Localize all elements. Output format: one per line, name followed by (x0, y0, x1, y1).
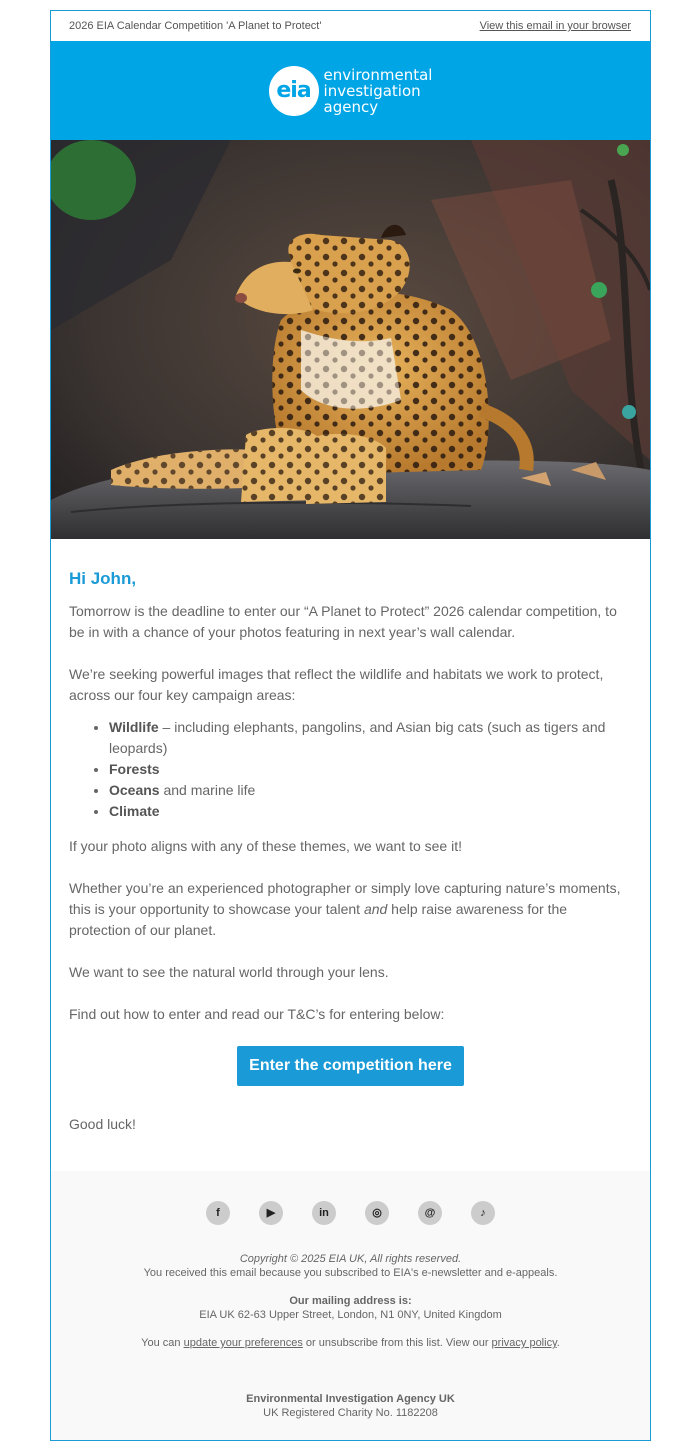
eia-logo-wordmark (324, 67, 433, 115)
list-item-text: – including elephants, pangolins, and Asian big cats (such as tigers and leopards) (109, 719, 606, 756)
email-subject: 2026 EIA Calendar Competition 'A Planet to Protect' (69, 20, 322, 32)
list-item (109, 759, 632, 780)
copyright: Copyright © 2025 EIA UK, All rights reserved. (239, 1253, 462, 1265)
tiktok-icon[interactable]: ♪ (471, 1201, 495, 1225)
email-body (51, 539, 650, 1135)
list-item-bold: Oceans (109, 782, 160, 798)
preferences-text-c: . (556, 1337, 560, 1349)
instagram-icon[interactable]: ◎ (365, 1201, 389, 1225)
email-footer (51, 1171, 650, 1440)
opportunity-text-a: Whether you’re an experienced photographer or simply love capturing nature’s moments, this is your opportunity to showcase your talent (69, 880, 621, 917)
signoff: Good luck! (69, 1116, 136, 1132)
list-item (109, 717, 632, 759)
social-links (51, 1201, 650, 1225)
subscription-reason: You received this email because you subscribed to EIA's e-newsletter and e-appeals. (143, 1267, 558, 1279)
opportunity-text-b: help raise awareness for the protection of our planet. (69, 901, 568, 938)
preferences-line (51, 1336, 650, 1350)
mailing-address-label: Our mailing address is: (289, 1295, 412, 1307)
campaign-areas-list (109, 717, 632, 822)
list-item-bold: Wildlife (109, 719, 159, 735)
list-item (109, 780, 632, 801)
paragraph-seeking: We’re seeking powerful images that reflect the wildlife and habitats we work to protect, across our four key campaign areas: (69, 666, 604, 703)
logo-line-3: agency (323, 97, 379, 116)
paragraph-deadline: Tomorrow is the deadline to enter our “A Planet to Protect” 2026 calendar competition, to be in with a chance of your photos featuring in next year’s wall calendar. (69, 603, 617, 640)
youtube-icon[interactable]: ▶ (259, 1201, 283, 1225)
logo-line-1: environmental (323, 65, 433, 84)
list-item (109, 801, 632, 822)
charity-number: UK Registered Charity No. 1182208 (263, 1407, 438, 1419)
list-item-bold: Forests (109, 761, 160, 777)
eia-logo-badge: eia (269, 66, 319, 116)
privacy-policy-link[interactable]: privacy policy (491, 1337, 557, 1349)
brand-header (51, 41, 650, 140)
greeting: Hi John, (69, 569, 137, 588)
opportunity-text-emphasis: and (363, 901, 388, 917)
paragraph-opportunity (69, 878, 632, 941)
update-preferences-link[interactable]: update your preferences (183, 1337, 303, 1349)
linkedin-icon[interactable]: in (312, 1201, 336, 1225)
preheader-bar (51, 11, 650, 41)
preferences-text-a: You can (141, 1337, 184, 1349)
list-item-text: and marine life (159, 782, 256, 798)
paragraph-themes: If your photo aligns with any of these themes, we want to see it! (69, 838, 462, 854)
hero-image-leopard (51, 140, 650, 539)
list-item-bold: Climate (109, 803, 160, 819)
logo-line-2: investigation (323, 81, 421, 100)
leopard-illustration (51, 140, 650, 539)
view-in-browser-link[interactable]: View this email in your browser (479, 20, 631, 32)
facebook-icon[interactable]: f (206, 1201, 230, 1225)
organization-name: Environmental Investigation Agency UK (246, 1393, 455, 1405)
email-container (50, 10, 651, 1441)
eia-logo[interactable] (269, 66, 433, 116)
enter-competition-button[interactable]: Enter the competition here (237, 1046, 464, 1086)
threads-icon[interactable]: @ (418, 1201, 442, 1225)
mailing-address: EIA UK 62-63 Upper Street, London, N1 0NY, United Kingdom (199, 1309, 502, 1321)
paragraph-enter-info: Find out how to enter and read our T&C’s for entering below: (69, 1006, 445, 1022)
paragraph-lens: We want to see the natural world through your lens. (69, 964, 389, 980)
preferences-text-b: or unsubscribe from this list. View our (302, 1337, 492, 1349)
cta-wrapper (69, 1046, 632, 1086)
